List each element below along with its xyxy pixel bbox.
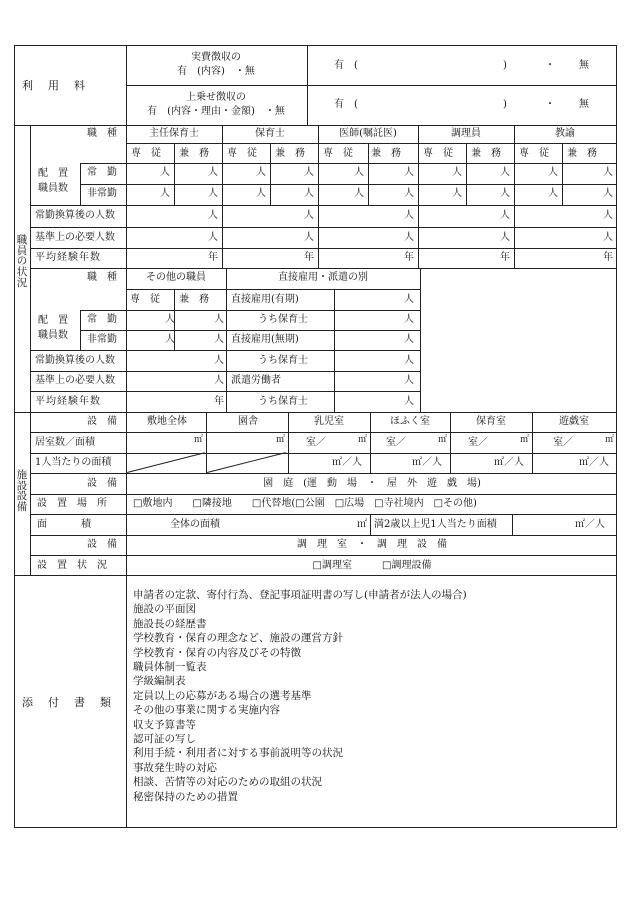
direct-fixed: 直接雇用(有期) xyxy=(231,294,299,305)
fee-actual-label: 実費徴収の xyxy=(191,52,241,63)
rule xyxy=(174,143,175,205)
rule xyxy=(30,535,617,536)
rule xyxy=(466,143,467,205)
other-staff-head: その他の職員 xyxy=(146,272,206,283)
attachment-item: その他の事業に関する実施内容 xyxy=(133,704,280,717)
fee-extra-options: 有 (内容・理由・金額) ・無 xyxy=(147,106,285,117)
rule xyxy=(30,371,420,372)
rule xyxy=(307,45,308,125)
attachment-item: 相談、苦情等の対応のための取組の状況 xyxy=(133,776,322,789)
senju-label: 専 従 xyxy=(227,148,257,159)
unit: 人 xyxy=(404,355,414,366)
job-type-label-2: 職 種 xyxy=(87,272,117,283)
equipment-label: 設 備 xyxy=(87,416,117,427)
direct-indefinite: 直接雇用(無期) xyxy=(231,334,299,345)
rule xyxy=(512,514,513,535)
rule xyxy=(30,391,420,392)
unit: 人 xyxy=(404,232,414,243)
fulltime-label-2: 常 勤 xyxy=(87,314,117,325)
area-label: 面 積 xyxy=(37,519,92,530)
unit: 室／ xyxy=(553,437,573,448)
unit: 人 xyxy=(208,167,218,178)
unit: 人 xyxy=(165,334,175,345)
kenmu-label: 兼 務 xyxy=(275,148,305,159)
rule xyxy=(30,453,617,454)
unit: 年 xyxy=(208,252,218,263)
unit: 人 xyxy=(548,167,558,178)
attachment-item: 認可証の写し xyxy=(133,733,196,746)
fee-actual-options: 有 (内容) ・無 xyxy=(177,66,255,77)
attachment-item: 学級編制表 xyxy=(133,675,186,688)
unit: 人 xyxy=(500,188,510,199)
fee-actual-close: ) xyxy=(503,60,507,71)
fee-actual-ari: 有 ( xyxy=(334,60,358,71)
unit: 人 xyxy=(452,188,462,199)
over2-area-label: 満2歳以上児1人当たり面積 xyxy=(374,519,497,530)
direct-indefinite-nursery: うち保育士 xyxy=(258,355,308,366)
rule xyxy=(288,412,289,473)
rule xyxy=(80,184,617,185)
unit: 人 xyxy=(304,232,314,243)
converted-label: 常勤換算後の人数 xyxy=(35,210,115,221)
placement-label-2: 職員数 xyxy=(38,183,68,194)
garden-head: 園 庭 (運 動 場 ・ 屋 外 遊 戯 場) xyxy=(263,478,481,489)
unit: ㎡／人 xyxy=(579,457,609,468)
location-label: 設 置 場 所 xyxy=(37,498,107,509)
unit: 人 xyxy=(603,188,613,199)
unit: 人 xyxy=(160,188,170,199)
required-label: 基準上の必要人数 xyxy=(35,232,115,243)
room-head-4: ほふく室 xyxy=(390,416,430,427)
attachment-item: 事故発生時の対応 xyxy=(133,761,217,774)
required-label-2: 基準上の必要人数 xyxy=(35,375,115,386)
unit: 室／ xyxy=(306,437,326,448)
fee-extra-dot: ・ xyxy=(545,99,555,110)
parttime-label: 非常勤 xyxy=(87,188,117,199)
equipment-label-2: 設 備 xyxy=(87,478,117,489)
rule xyxy=(126,575,127,828)
unit: 人 xyxy=(160,167,170,178)
total-area-label: 全体の面積 xyxy=(170,519,220,530)
unit: 人 xyxy=(404,396,414,407)
unit: 室／ xyxy=(468,437,488,448)
attachment-item: 施設の平面図 xyxy=(133,603,196,616)
fee-actual-dot: ・ xyxy=(545,60,555,71)
rule xyxy=(126,289,420,290)
unit: ㎡ xyxy=(194,435,204,445)
unit: 人 xyxy=(548,188,558,199)
kenmu-label: 兼 務 xyxy=(371,148,401,159)
attachments-label: 添 付 書 類 xyxy=(22,696,113,709)
rule xyxy=(126,85,617,86)
senju-label: 専 従 xyxy=(131,148,161,159)
rule xyxy=(80,310,81,350)
kenmu-other: 兼 務 xyxy=(179,294,209,305)
unit: 人 xyxy=(404,188,414,199)
rule xyxy=(30,432,617,433)
unit: 人 xyxy=(452,167,462,178)
rule xyxy=(370,514,371,535)
senju-label: 専 従 xyxy=(519,148,549,159)
fee-actual-nashi: 無 xyxy=(579,60,589,71)
kenmu-label: 兼 務 xyxy=(179,148,209,159)
rule xyxy=(514,125,515,268)
unit: 人 xyxy=(354,188,364,199)
fee-label: 利 用 料 xyxy=(22,79,87,92)
install-status-label: 設 置 状 況 xyxy=(37,560,107,571)
rule xyxy=(30,555,617,556)
unit: 人 xyxy=(404,334,414,345)
attachment-item: 定員以上の応募がある場合の選考基準 xyxy=(133,689,312,702)
attachment-item: 学校教育・保育の理念など、施設の運営方針 xyxy=(133,632,343,645)
attachments-list xyxy=(133,588,467,804)
unit: 人 xyxy=(304,167,314,178)
unit: 年 xyxy=(304,252,314,263)
rule xyxy=(30,494,617,495)
unit: 人 xyxy=(404,167,414,178)
per-person-label: 1人当たりの面積 xyxy=(35,457,112,468)
dispatched: 派遣労働者 xyxy=(231,375,281,386)
rule xyxy=(206,412,207,473)
placement-label-1: 配 置 xyxy=(38,168,68,179)
unit: ㎡ xyxy=(520,435,530,445)
kenmu-label: 兼 務 xyxy=(567,148,597,159)
attachment-item: 申請者の定款、寄付行為、登記事項証明書の写し(申請者が法人の場合) xyxy=(133,589,467,601)
rule xyxy=(30,350,420,351)
rule xyxy=(420,268,421,412)
unit: 人 xyxy=(214,314,224,325)
rule xyxy=(14,125,617,126)
rule xyxy=(30,205,617,206)
unit: 人 xyxy=(404,210,414,221)
rule xyxy=(450,412,451,473)
room-head-3: 乳児室 xyxy=(314,416,344,427)
rule xyxy=(222,125,223,268)
unit: 人 xyxy=(304,210,314,221)
dispatched-nursery: うち保育士 xyxy=(258,396,308,407)
attachment-item: 施設長の経歴書 xyxy=(133,617,207,630)
rule xyxy=(418,125,419,268)
job-head-2: 保育士 xyxy=(255,128,285,139)
fee-extra-nashi: 無 xyxy=(579,99,589,110)
kitchen-options[interactable]: □調理室 □調理設備 xyxy=(312,560,432,571)
rule xyxy=(318,125,319,268)
room-head-1: 敷地全体 xyxy=(147,416,187,427)
unit: 年 xyxy=(214,396,224,407)
attachment-item: 学校教育・保育の内容及びその特徴 xyxy=(133,646,301,659)
unit: 人 xyxy=(208,188,218,199)
job-head-1: 主任保育士 xyxy=(149,128,199,139)
senju-label: 専 従 xyxy=(323,148,353,159)
rule xyxy=(30,268,617,269)
rule xyxy=(226,268,227,412)
unit: 人 xyxy=(304,188,314,199)
rule xyxy=(334,289,335,412)
unit: 人 xyxy=(214,334,224,345)
unit: ㎡／人 xyxy=(575,519,605,530)
facility-section-label: 施設設備 xyxy=(16,469,28,514)
unit: 年 xyxy=(404,252,414,263)
unit: ㎡ xyxy=(357,519,367,530)
rule xyxy=(14,412,617,413)
rule xyxy=(270,143,271,205)
unit: ㎡／人 xyxy=(332,457,362,468)
unit: 人 xyxy=(603,210,613,221)
job-head-5: 教諭 xyxy=(555,128,575,139)
placement-label-3: 配 置 xyxy=(38,315,68,326)
rule xyxy=(80,163,617,164)
unit: ㎡ xyxy=(358,435,368,445)
rule xyxy=(30,473,617,474)
rule xyxy=(562,143,563,205)
job-head-3: 医師(嘱託医) xyxy=(339,128,397,139)
unit: 人 xyxy=(214,355,224,366)
unit: ㎡ xyxy=(276,435,286,445)
rule xyxy=(14,575,617,576)
direct-fixed-nursery: うち保育士 xyxy=(258,314,308,325)
room-head-2: 園舎 xyxy=(238,416,258,427)
fee-extra-label: 上乗せ徴収の xyxy=(186,92,246,103)
avg-exp-label-2: 平均経験年数 xyxy=(35,396,101,407)
unit: 人 xyxy=(500,167,510,178)
unit: ㎡／人 xyxy=(412,457,442,468)
staff-section-label: 職員の状況 xyxy=(16,234,28,289)
unit: 年 xyxy=(603,252,613,263)
kitchen-head: 調 理 室 ・ 調 理 設 備 xyxy=(297,539,447,550)
parttime-label-2: 非常勤 xyxy=(87,334,117,345)
rule xyxy=(80,163,81,205)
unit: 人 xyxy=(500,232,510,243)
job-head-4: 調理員 xyxy=(451,128,481,139)
rule xyxy=(80,330,420,331)
room-head-5: 保育室 xyxy=(476,416,506,427)
room-head-6: 遊戯室 xyxy=(559,416,589,427)
unit: 人 xyxy=(208,232,218,243)
count-area-label: 居室数／面積 xyxy=(35,437,95,448)
unit: 人 xyxy=(404,314,414,325)
rule xyxy=(126,45,127,125)
unit: 室／ xyxy=(386,437,406,448)
unit: 人 xyxy=(603,167,613,178)
unit: 人 xyxy=(354,167,364,178)
unit: ㎡／人 xyxy=(494,457,524,468)
unit: 人 xyxy=(404,294,414,305)
avg-exp-label: 平均経験年数 xyxy=(35,252,101,263)
equipment-label-3: 設 備 xyxy=(87,539,117,550)
senju-other: 専 従 xyxy=(130,294,160,305)
location-options[interactable]: □敷地内 □隣接地 □代替地(□公園 □広場 □寺社境内 □その他) xyxy=(133,498,477,509)
rule xyxy=(30,514,617,515)
unit: ㎡ xyxy=(438,435,448,445)
placement-label-4: 職員数 xyxy=(38,330,68,341)
rule xyxy=(126,143,617,144)
unit: 人 xyxy=(214,375,224,386)
unit: 人 xyxy=(404,375,414,386)
rule xyxy=(30,248,617,249)
fee-extra-ari: 有 ( xyxy=(334,99,358,110)
converted-label-2: 常勤換算後の人数 xyxy=(35,355,115,366)
unit: 人 xyxy=(603,232,613,243)
attachment-item: 秘密保持のための措置 xyxy=(133,790,238,803)
unit: 人 xyxy=(208,210,218,221)
kenmu-label: 兼 務 xyxy=(471,148,501,159)
unit: ㎡ xyxy=(605,435,615,445)
fulltime-label: 常 勤 xyxy=(87,167,117,178)
unit: 人 xyxy=(165,314,175,325)
senju-label: 専 従 xyxy=(423,148,453,159)
rule xyxy=(370,412,371,473)
job-type-label: 職 種 xyxy=(87,128,117,139)
unit: 年 xyxy=(500,252,510,263)
employment-type-head: 直接雇用・派遣の別 xyxy=(278,272,368,283)
attachment-item: 収支予算書等 xyxy=(133,718,196,731)
attachment-item: 職員体制一覧表 xyxy=(133,661,207,674)
rule xyxy=(368,143,369,205)
rule xyxy=(80,310,420,311)
unit: 人 xyxy=(256,188,266,199)
rule xyxy=(30,227,617,228)
rule xyxy=(532,412,533,473)
unit: 人 xyxy=(256,167,266,178)
fee-extra-close: ) xyxy=(503,99,507,110)
attachment-item: 利用手続・利用者に対する事前説明等の状況 xyxy=(133,747,343,760)
unit: 人 xyxy=(500,210,510,221)
